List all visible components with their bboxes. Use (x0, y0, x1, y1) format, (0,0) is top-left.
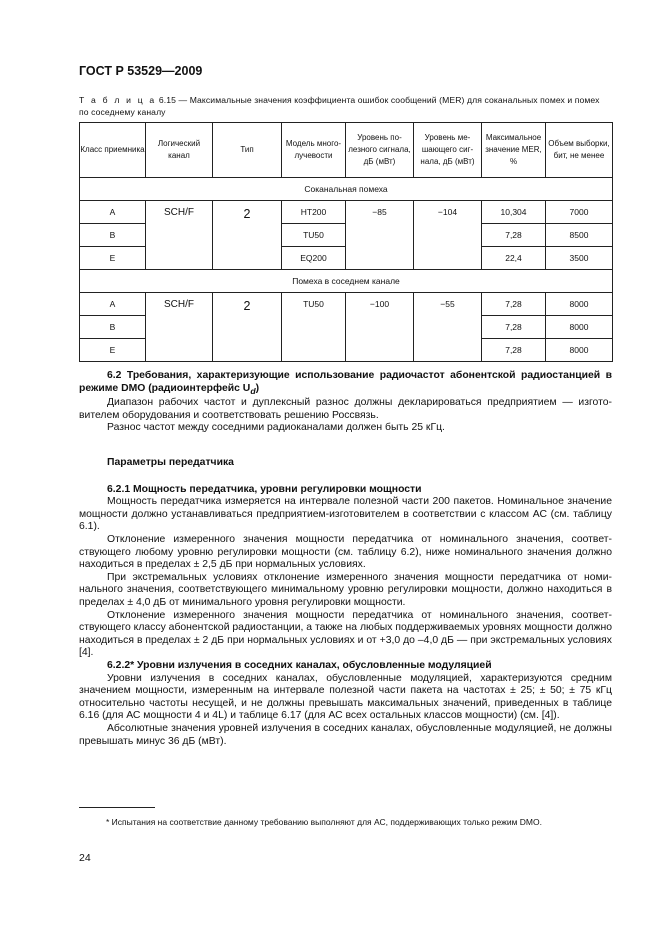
table-caption-text: 6.15 — Максимальные значения коэффициента ошибок сообщений (MER) для соканальных помех и помех по соседнему каналу (79, 95, 600, 117)
cell-class: A (80, 293, 146, 316)
cell-channel: SCH/F (146, 201, 213, 270)
section-6-2-heading (79, 370, 612, 397)
cell-model: TU50 (282, 224, 346, 247)
section-6-2-2-paragraph-2: Абсолютные значения уровней излучения в соседних каналах, обусловленные модуляцией, не должны превышать минус 36 дБ (мВт). (79, 722, 612, 747)
cell-type: 2 (213, 293, 282, 362)
col-header-useful-level: Уровень полезного сигнала, дБ (мВт) (346, 123, 414, 178)
section-6-2-2-paragraph-1: Уровни излучения в соседних каналах, обусловленные модуляцией, характеризуются средним значением мощности, измеренным на интервале полезной части пакета на частотах ± 25; ± 50; ± 75 кГц относительно частоты несущей, и не должны превышать максимальных значений, приведенных в таблице 6.16 (для АС мощности 4 и 4L) и таблице 6.17 (для АС всех остальных классов мощности) (см. [4]). (79, 672, 612, 722)
cell-useful-level: −85 (346, 201, 414, 270)
cell-model: HT200 (282, 201, 346, 224)
footnote-divider (79, 807, 155, 808)
cell-class: B (80, 224, 146, 247)
section-6-2-paragraph-2: Разнос частот между соседними радиоканалами должен быть 25 кГц. (107, 422, 445, 434)
cell-mer: 7,28 (482, 316, 546, 339)
col-header-interfering-level: Уровень мешающего сигнала, дБ (мВт) (414, 123, 482, 178)
section-6-2-2-heading: 6.2.2* Уровни излучения в соседних каналах, обусловленные модуляцией (107, 659, 492, 671)
cell-sample-size: 8500 (546, 224, 613, 247)
section-6-2-1-paragraph-3: При экстремальных условиях отклонение измеренного значения мощности передатчика от номинального значения, соответствующего минимальному уровню регулировки мощности, должно находиться в пределах ± 4,0 дБ от минимального уровня регулировки мощности. (79, 571, 612, 608)
table-row (80, 293, 613, 316)
section-row (80, 270, 613, 293)
cell-sample-size: 7000 (546, 201, 613, 224)
col-header-type: Тип (213, 123, 282, 178)
section-6-2-1-paragraph-2: Отклонение измеренного значения мощности передатчика от номинального значения, соответствующего любому уровню регулировки мощности (см. таблицу 6.2), ниже номинального значения должно находиться в пределах ± 2,5 дБ при нормальных условиях. (79, 534, 612, 571)
col-header-sample-size: Объем выборки, бит, не менее (546, 123, 613, 178)
col-header-channel: Логический канал (146, 123, 213, 178)
section-6-2-1-paragraph-4: Отклонение измеренного значения мощности передатчика от номинального значения, соответствующего классу абонентской радиостанции, а также на любых поддерживаемых уровнях мощности должно находиться в пределах ± 2 дБ при нормальных условиях и от +3,0 до –4,0 дБ — при экстремальных условиях [4]. (79, 609, 612, 659)
cell-class: A (80, 201, 146, 224)
document-header: ГОСТ Р 53529—2009 (79, 64, 203, 78)
page-number: 24 (79, 852, 91, 864)
cell-sample-size: 8000 (546, 339, 613, 362)
section-title-adjacent: Помеха в соседнем канале (80, 270, 613, 293)
table-header-row (80, 123, 613, 178)
section-6-2-heading-close: ) (255, 382, 260, 394)
section-6-2-1-heading: 6.2.1 Мощность передатчика, уровни регулировки мощности (107, 483, 422, 495)
mer-table (79, 122, 613, 362)
cell-class: E (80, 247, 146, 270)
section-6-2-1-paragraph-1: Мощность передатчика измеряется на интервале полезной части 200 пакетов. Номинальное значение мощности должно устанавливаться предприятием-изготовителем в соответствии с классом АС (см. таблицу 6.1). (79, 496, 612, 533)
cell-sample-size: 8000 (546, 293, 613, 316)
cell-useful-level: −100 (346, 293, 414, 362)
transmitter-title: Параметры передатчика (107, 457, 234, 469)
col-header-model: Модель многолучевости (282, 123, 346, 178)
cell-sample-size: 3500 (546, 247, 613, 270)
cell-mer: 22,4 (482, 247, 546, 270)
section-6-2-heading-subscript: d (250, 385, 256, 396)
cell-type: 2 (213, 201, 282, 270)
cell-mer: 10,304 (482, 201, 546, 224)
col-header-mer: Максимальное значение MER, % (482, 123, 546, 178)
section-row (80, 178, 613, 201)
cell-interfering-level: −55 (414, 293, 482, 362)
table-caption-label: Т а б л и ц а (79, 95, 157, 105)
table-caption (79, 95, 611, 118)
cell-mer: 7,28 (482, 293, 546, 316)
table-row (80, 201, 613, 224)
cell-model: TU50 (282, 293, 346, 362)
cell-model: EQ200 (282, 247, 346, 270)
cell-interfering-level: −104 (414, 201, 482, 270)
footnote: * Испытания на соответствие данному требованию выполняют для АС, поддерживающих только режим DMO. (106, 817, 542, 827)
document-body (79, 370, 612, 748)
cell-sample-size: 8000 (546, 316, 613, 339)
section-title-cochannel: Соканальная помеха (80, 178, 613, 201)
section-6-2-heading-text: 6.2 Требования, характеризующие использование радиочастот абонентской радиостанцией в режиме DMO (радиоинтерфейс U (79, 370, 612, 394)
cell-mer: 7,28 (482, 224, 546, 247)
cell-channel: SCH/F (146, 293, 213, 362)
section-6-2-paragraph-1: Диапазон рабочих частот и дуплексный разнос должны декларироваться предприятием — изготовителем оборудования и соответствовать решению Россвязь. (79, 397, 612, 421)
cell-mer: 7,28 (482, 339, 546, 362)
cell-class: B (80, 316, 146, 339)
cell-class: E (80, 339, 146, 362)
col-header-class: Класс приемника (80, 123, 146, 178)
